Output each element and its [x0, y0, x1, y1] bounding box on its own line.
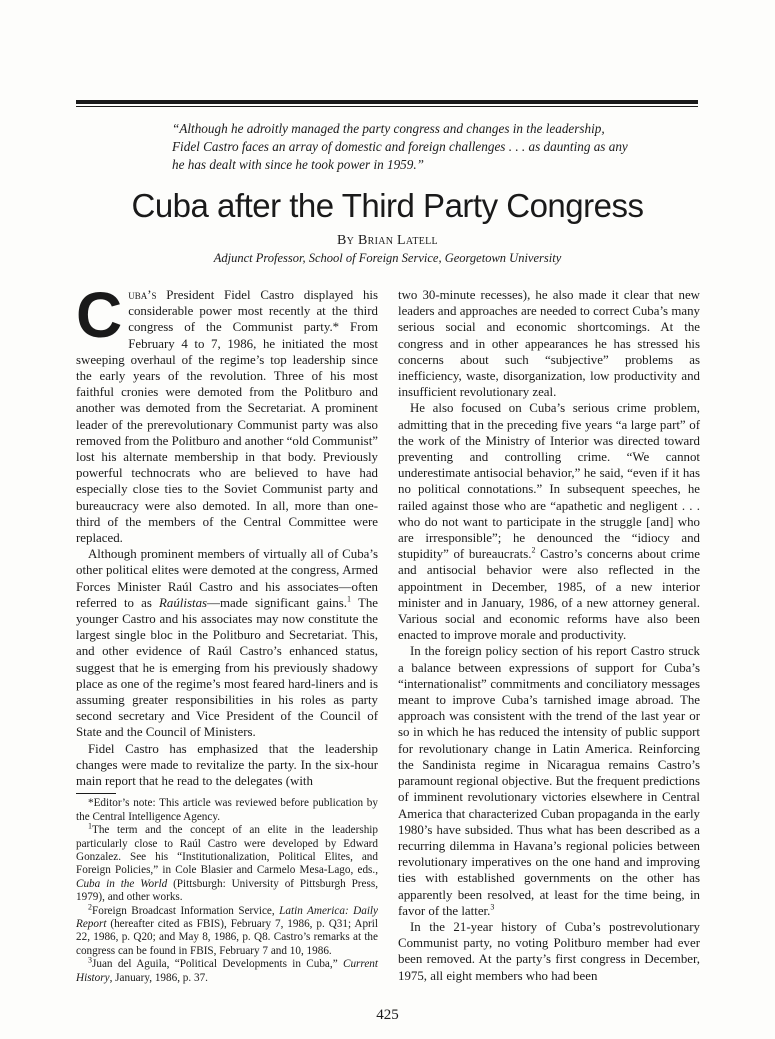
- footnote-ref: 3: [490, 902, 495, 912]
- paragraph: In the 21-year history of Cuba’s postrevolutionary Communist party, no voting Politburo member had ever been removed. At the party’s first congress in December, 1975, all eight members who had been: [398, 919, 700, 983]
- footnote: $^2$Foreign Broadcast Information Service, Latin America: Daily Report (hereafter cited as FBIS), February 7, 1986, p. Q31; April 22, 1986, p. Q20; and May 8, 1986, p. Q8. Castro’s remarks at the congress can be found in FBIS, February 7 and 10, 1986.: [76, 901, 378, 957]
- paragraph: two 30-minute recesses), he also made it clear that new leaders and approaches are needed to correct Cuba’s many serious social and economic shortcomings. At the congress and in other appearances he has stressed his concerns about such “subjective” problems as inefficiency, waste, disorganization, low productivity and insufficient revolutionary zeal.: [398, 288, 700, 400]
- paragraph: In the foreign policy section of his report Castro struck a balance between expressions of support for Cuba’s “internationalist” commitments and conciliatory messages meant to improve Cuba’s tarnished image abroad. The approach was consistent with the trend of the last year or so in which he has reduced the intensity of public support for revolutionary change in Latin America. Reinforcing the Sandinista regime in Nicaragua remains Castro’s paramount regional objective. But the frequent predictions of imminent revolutionary victories elsewhere in Central America that characterized Cuban propaganda in the early 1980’s have subsided. Thus what has been described as a recurring dilemma in Havana’s regional policies between revolutionary imperatives on the one hand and improving ties with established governments on the other has apparently been resolved, at least for the time being, in favor of the latter.$^3$: [398, 644, 700, 918]
- top-rule-thin: [76, 106, 698, 107]
- footnote: $^1$The term and the concept of an elite in the leadership particularly close to Raúl Castro were developed by Edward Gonzalez. See his “Institutionalization, Political Elites, and Foreign Policies,” in Cole Blasier and Carmelo Mesa-Lago, eds., Cuba in the World (Pittsburgh: University of Pittsburgh Press, 1979), and other works.: [76, 821, 378, 904]
- page-number: 425: [376, 1007, 399, 1023]
- right-column: [398, 287, 700, 984]
- paragraph: Cuba’s President Fidel Castro displayed his considerable power most recently at the third congress of the Communist party.* From February 4 to 7, 1986, he initiated the most sweeping overhaul of the regime’s top leadership since the early years of the revolution. Three of his most faithful cronies were demoted from the Politburo and another was demoted from the Secretariat. A prominent leader of the prerevolutionary Communist party was also removed from the Politburo and another “old Communist” lost his alternate membership in that body. Previously powerful technocrats who are believed to have had especially close ties to the Soviet Communist party and bureaucracy were also demoted. In all, more than one-third of the members of the Central Committee were replaced.: [76, 279, 378, 546]
- drop-cap: C: [76, 279, 123, 351]
- footnote-ref: 2: [531, 545, 536, 555]
- top-rule-thick: [76, 100, 698, 104]
- paragraph: Fidel Castro has emphasized that the leadership changes were made to revitalize the party. In the six-hour main report that he read to the delegates (with: [76, 741, 378, 789]
- footnote: *Editor’s note: This article was reviewed before publication by the Central Intelligence Agency.: [76, 797, 378, 823]
- paragraph: Although prominent members of virtually all of Cuba’s other political elites were demoted at the congress, Armed Forces Minister Raúl Castro and his associates—often referred to as Raúlistas—made significant gains.$^1$ The younger Castro and his associates may now constitute the largest single bloc in the Politburo and Secretariat. This, and other evidence of Raúl Castro’s enhanced status, suggest that he is emerging from his previously shadowy place as one of the regime’s most feared hard-liners and is assuming greater responsibilities in his roles as party second secretary and Vice President of the Council of State and the Council of Ministers.: [76, 547, 379, 740]
- footnote: $^3$Juan del Aguila, “Political Developments in Cuba,” Current History, January, 1986, p. 37.: [76, 955, 378, 984]
- article-title: Cuba after the Third Party Congress: [131, 187, 644, 224]
- epigraph: “Although he adroitly managed the party congress and changes in the leadership, Fidel Castro faces an array of domestic and foreign challenges . . . as daunting as any he has dealt with since he took power in 1959.”: [172, 121, 628, 172]
- footnote-ref: 1: [347, 594, 352, 604]
- byline: By Brian Latell: [337, 233, 438, 248]
- paragraph: He also focused on Cuba’s serious crime problem, admitting that in the preceding five years “a large part” of the work of the Ministry of Interior was directed toward preventing and controlling crime. “We cannot underestimate antisocial behavior,” he said, “even if it has no political connotations.” In subsequent speeches, he railed against those who are “apathetic and negligent . . . who do not want to participate in the struggle [and] who are irresponsible”; he denounced the “idiocy and stupidity” of bureaucrats.$^2$ Castro’s concerns about crime and antisocial behavior were also reflected in the appointment in December, 1985, of a new interior minister and in January, 1986, of a new attorney general. Various social and economic reforms have also been enacted to improve morale and productivity.: [398, 401, 701, 643]
- author-affiliation: Adjunct Professor, School of Foreign Service, Georgetown University: [213, 251, 562, 265]
- left-column: [76, 279, 379, 985]
- footnotes: [76, 797, 378, 985]
- footnote-rule: [76, 793, 116, 794]
